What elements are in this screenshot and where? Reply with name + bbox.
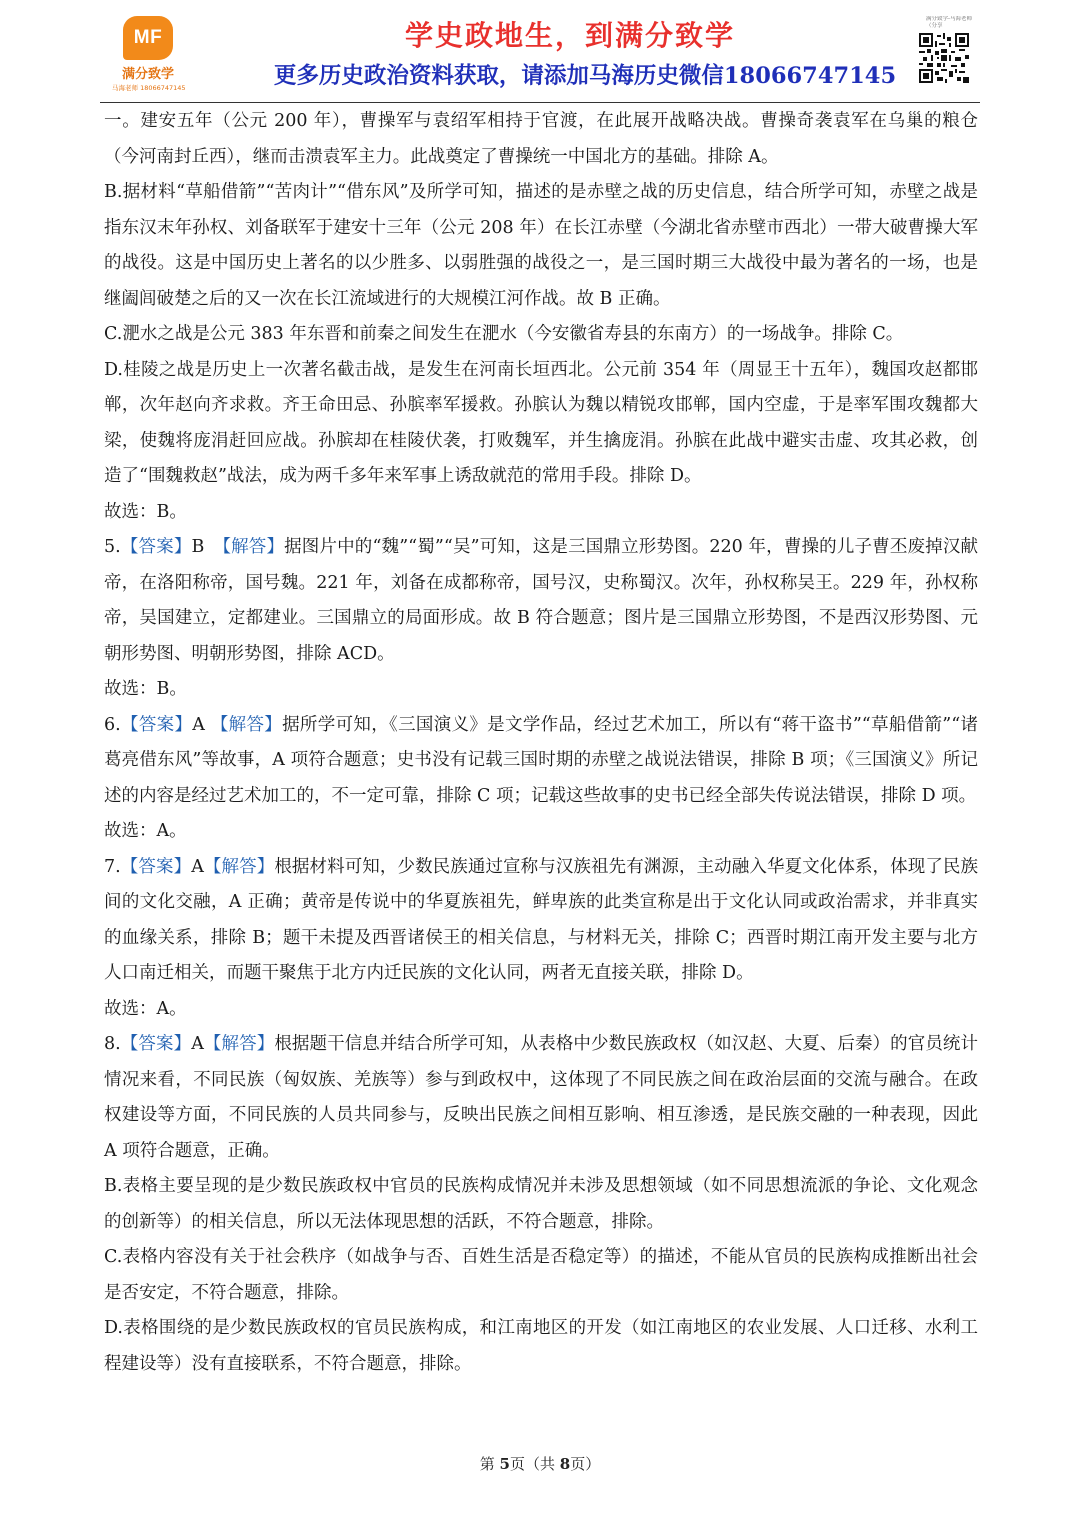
header-slogan: 学史政地生，到满分致学: [404, 19, 735, 52]
paragraph: 故选：A。: [104, 998, 187, 1019]
answer-tag: 【答案】: [120, 856, 192, 877]
answer-value: B: [191, 537, 223, 557]
analysis-tag: 【解答】: [203, 856, 275, 877]
logo-subtitle: 马海老师 18066747145: [112, 84, 186, 92]
footer-suffix: 页）: [570, 1455, 601, 1473]
answer-tag: 【答案】: [120, 1034, 192, 1054]
paragraph: 一。建安五年（公元 200 年），曹操军与袁绍军相持于官渡，在此展开战略决战。曹操奇袭袁军在乌巢的粮仓（今河南封丘西），继而击溃袁军主力。此战奠定了曹操统一中国北方的基础。排除 A。: [104, 111, 978, 167]
answer-tag: 【答案】: [120, 714, 193, 735]
answer-value: A: [191, 1034, 204, 1054]
paragraph: 故选：A。: [104, 821, 187, 841]
analysis-text: 根据材料可知，少数民族通过宣称与汉族祖先有渊源，主动融入华夏文化体系，体现了民族间的文化交融，A 正确；黄帝是传说中的华夏族祖先，鲜卑族的此类宣称是出于文化认同或政治需求，并非真实的血缘关系，排除 B；题干未提及西晋诸侯王的相关信息，与材料无关，排除 C；西晋时期江南开发主要与北方人口南迁相关，而题干聚焦于北方内迁民族的文化认同，两者无直接关联，排除 D。: [104, 856, 979, 983]
paragraph: C.淝水之战是公元 383 年东晋和前秦之间发生在淝水（今安徽省寿县的东南方）的一场战争。排除 C。: [104, 324, 904, 344]
total-pages: 8: [559, 1455, 571, 1473]
question-number: 7.: [104, 856, 121, 877]
logo-badge: MF: [123, 16, 173, 60]
paragraph: 故选：B。: [104, 679, 187, 699]
paragraph: C.表格内容没有关于社会秩序（如战争与否、百姓生活是否稳定等）的描述，不能从官员的民族构成推断出社会是否安定，不符合题意，排除。: [104, 1247, 978, 1303]
paragraph: B.表格主要呈现的是少数民族政权中官员的民族构成情况并未涉及思想领域（如不同思想流派的争论、文化观念的创新等）的相关信息，所以无法体现思想的活跃，不符合题意，排除。: [104, 1176, 978, 1232]
page-header: [0, 0, 1080, 104]
question-number: 5.: [104, 537, 121, 557]
paragraph: B.据材料“草船借箭”“苦肉计”“借东风”及所学可知，描述的是赤壁之战的历史信息，结合所学可知，赤壁之战是指东汉末年孙权、刘备联军于建安十三年（公元 208 年）在长江赤壁（今湖北省赤壁市西北）一带大破曹操大军的战役。这是中国历史上著名的以少胜多、以弱胜强的战役之一，是三国时期三大战役中最为著名的一场，也是继阖闾破楚之后的又一次在长江流域进行的大规模江河作战。故 B 正确。: [104, 182, 978, 309]
question-7: [104, 850, 978, 992]
logo-name: 满分致学: [121, 67, 174, 82]
qr-block: [912, 16, 976, 85]
brand-logo: [112, 16, 184, 92]
page-content: [104, 104, 984, 1382]
question-8: [104, 1027, 984, 1169]
footer-middle: 页（共: [509, 1455, 560, 1473]
footer-prefix: 第: [479, 1455, 500, 1473]
analysis-tag: 【解答】: [203, 1034, 275, 1054]
paragraph: D.桂陵之战是历史上一次著名截击战，是发生在河南长垣西北。公元前 354 年（周显王十五年），魏国攻赵都邯郸，次年赵向齐求救。齐王命田忌、孙膑率军援救。孙膑认为魏以精锐攻邯郸，国内空虚，于是率军围攻魏都大梁，使魏将庞涓赶回应战。孙膑却在桂陵伏袭，打败魏军，并生擒庞涓。孙膑在此战中避实击虚、攻其必救，创造了“围魏救赵”战法，成为两千多年来军事上诱敌就范的常用手段。排除 D。: [104, 359, 978, 486]
qr-code-icon: [919, 33, 969, 83]
question-number: 8.: [104, 1034, 121, 1054]
page-number: 5: [499, 1455, 510, 1473]
qr-caption: 满分致学-马海老师（分享: [926, 16, 972, 29]
header-divider: [100, 102, 980, 103]
analysis-tag: 【解答】: [222, 537, 285, 557]
analysis-text: 根据题干信息并结合所学可知，从表格中少数民族政权（如汉赵、大夏、后秦）的官员统计情况来看，不同民族（匈奴族、羌族等）参与到政权中，这体现了不同民族之间在政治层面的交流与融合。在政权建设等方面，不同民族的人员共同参与，反映出民族之间相互影响、相互渗透，是民族交融的一种表现，因此 A 项符合题意，正确。: [104, 1034, 984, 1161]
question-6: [104, 708, 978, 815]
paragraph: D.表格围绕的是少数民族政权的官员民族构成，和江南地区的开发（如江南地区的农业发展、人口迁移、水利工程建设等）没有直接联系，不符合题意，排除。: [104, 1318, 978, 1374]
question-number: 6.: [104, 714, 121, 735]
answer-tag: 【答案】: [120, 537, 192, 557]
paragraph: 故选：B。: [104, 501, 187, 522]
question-5: [104, 530, 978, 672]
header-contact: 更多历史政治资料获取，请添加马海历史微信18066747145: [273, 63, 897, 89]
analysis-text: 据图片中的“魏”“蜀”“吴”可知，这是三国鼎立形势图。220 年，曹操的儿子曹丕废掉汉献帝，在洛阳称帝，国号魏。221 年，刘备在成都称帝，国号汉，史称蜀汉。次年，孙权称吴王。229 年，孙权称帝，吴国建立，定都建业。三国鼎立的局面形成。故 B 符合题意；图片是三国鼎立形势图，不是西汉形势图、元朝形势图、明朝形势图，排除 ACD。: [104, 537, 978, 664]
analysis-text: 据所学可知，《三国演义》是文学作品，经过艺术加工，所以有“蒋干盗书”“草船借箭”“诸葛亮借东风”等故事，A 项符合题意；史书没有记载三国时期的赤壁之战说法错误，排除 B 项；《三国演义》所记述的内容是经过艺术加工的，不一定可靠，排除 C 项；记载这些故事的史书已经全部失传说法错误，排除 D 项。: [104, 714, 979, 806]
answer-value: A: [191, 856, 204, 877]
analysis-tag: 【解答】: [210, 714, 283, 735]
page-footer: [0, 1453, 1080, 1474]
answer-value: A: [192, 714, 211, 735]
